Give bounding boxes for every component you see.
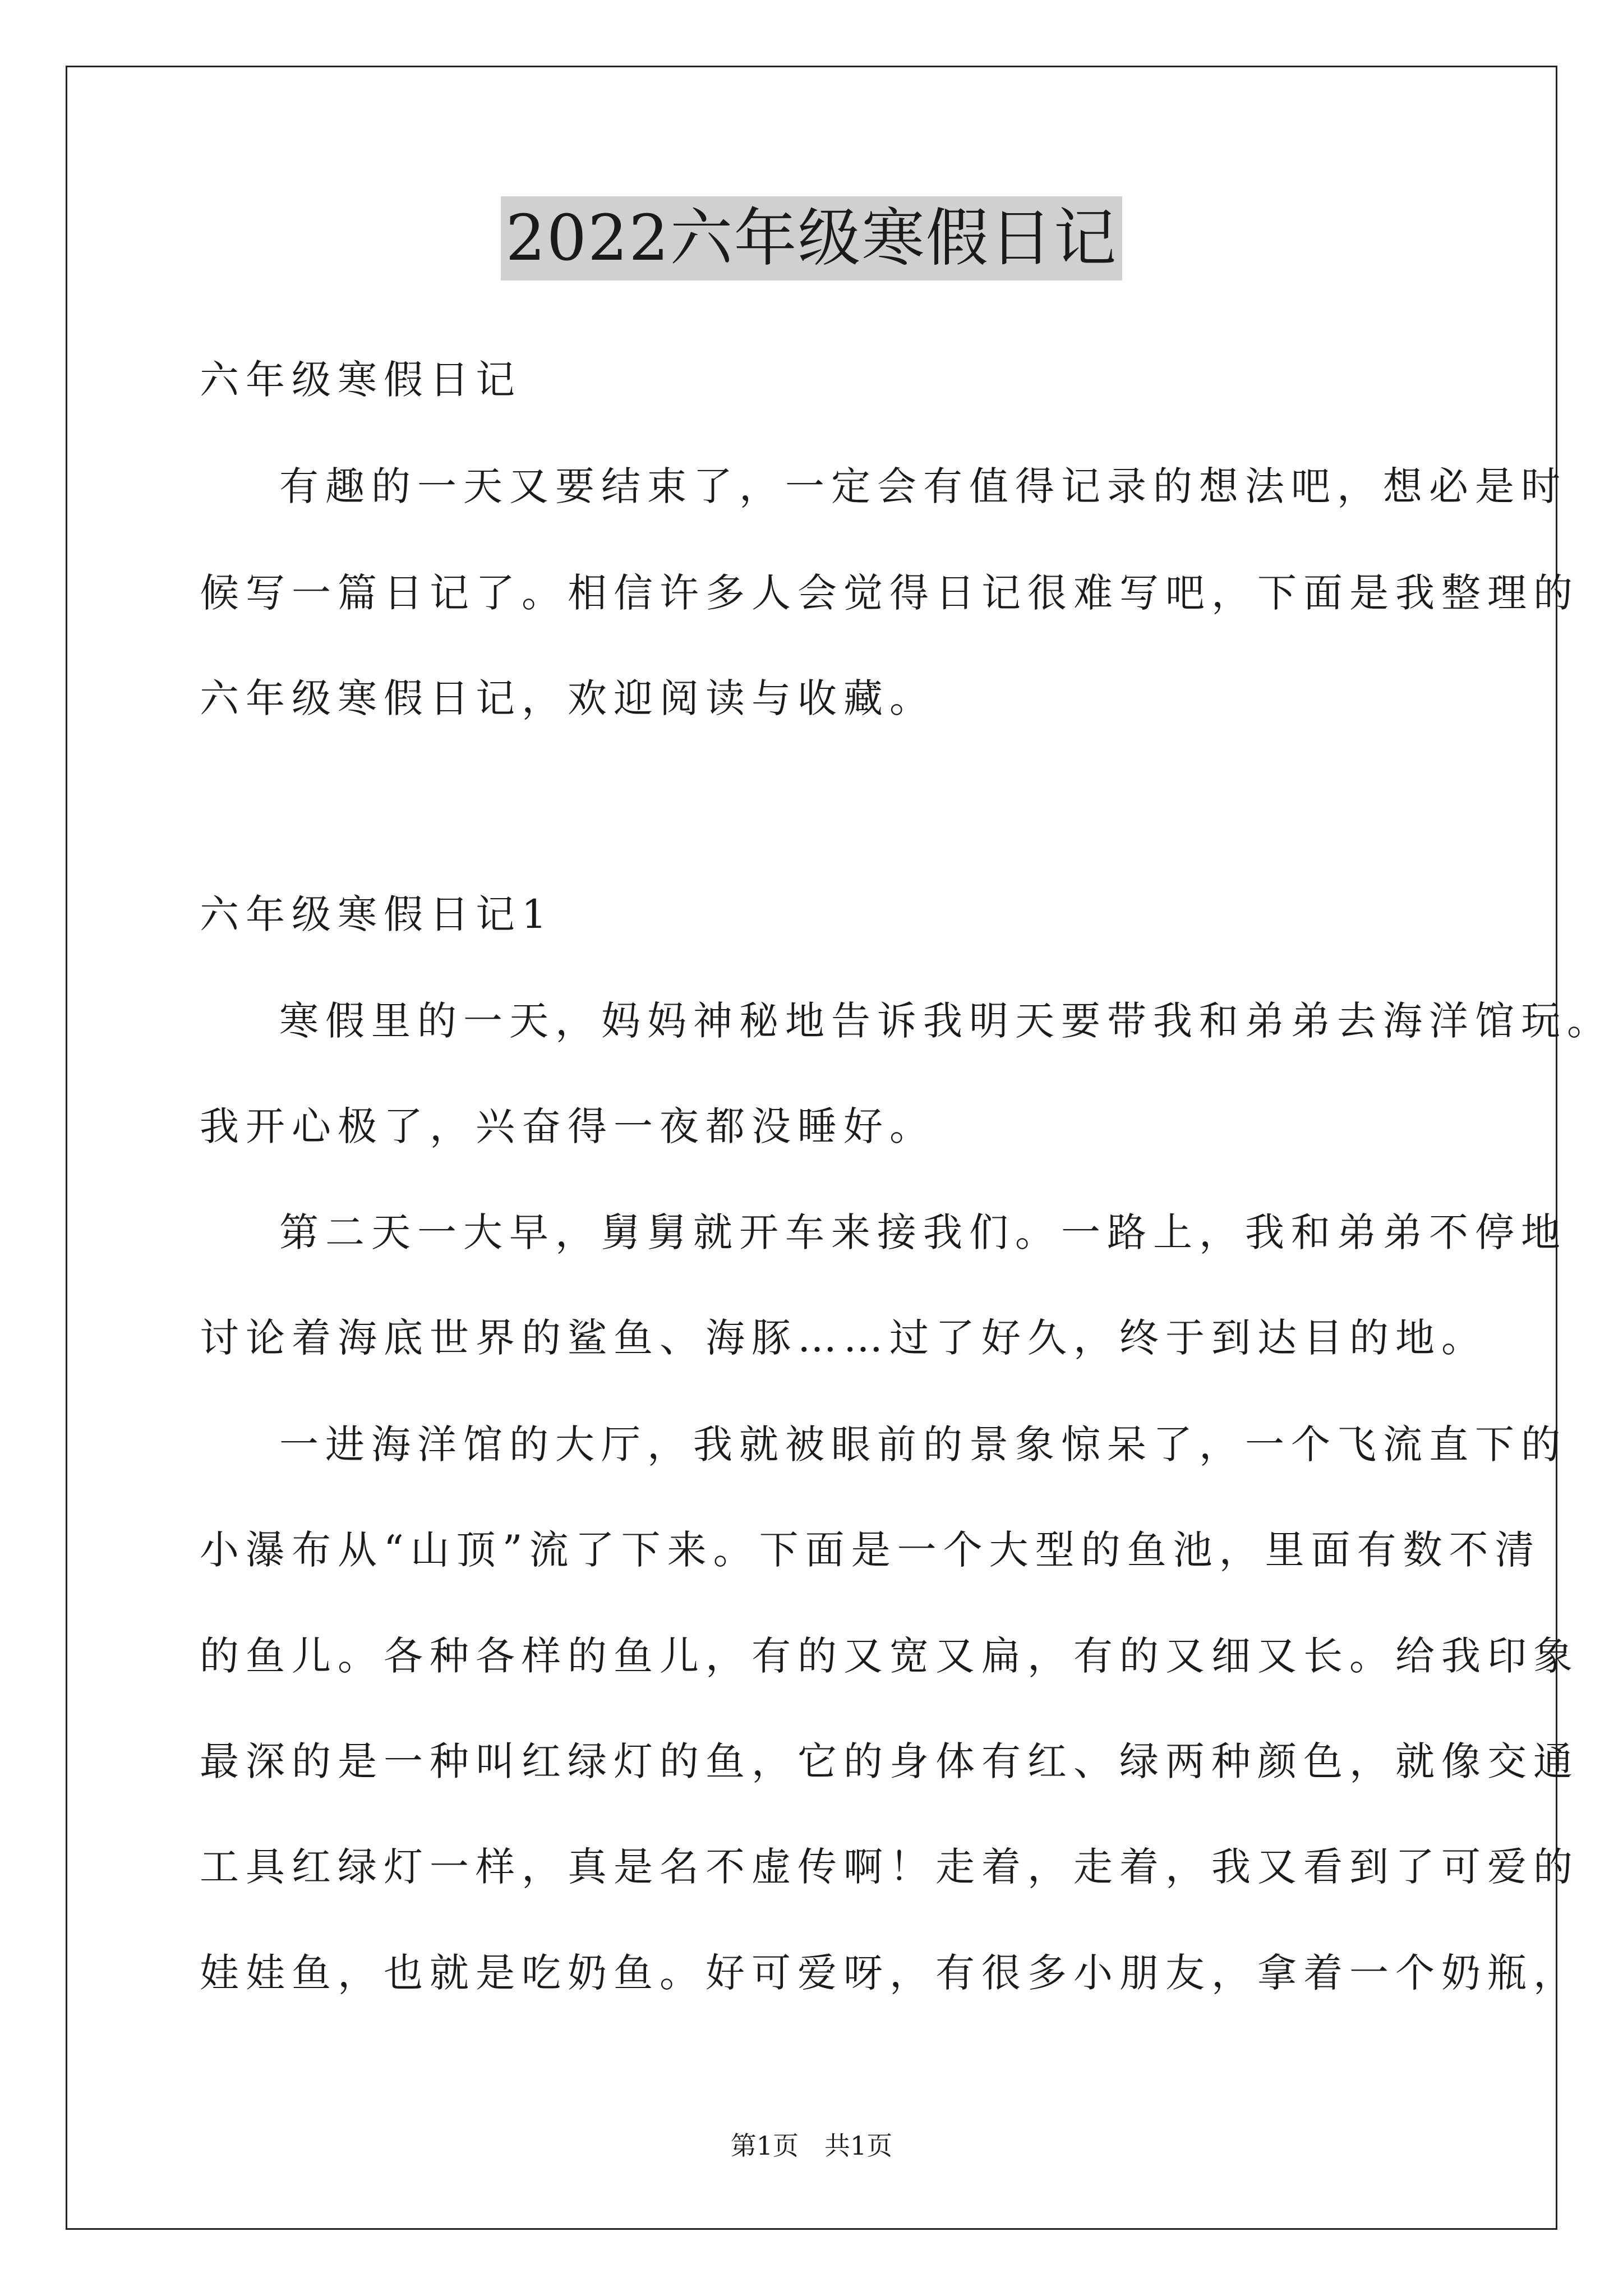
paragraph-3-line-1: 一进海洋馆的大厅，我就被眼前的景象惊呆了，一个飞流直下的 <box>279 1421 1567 1467</box>
title-container <box>0 196 1623 280</box>
paragraph-2-line-2: 讨论着海底世界的鲨鱼、海豚……过了好久，终于到达目的地。 <box>200 1315 1487 1361</box>
paragraph-3-line-6: 娃娃鱼，也就是吃奶鱼。好可爱呀，有很多小朋友，拿着一个奶瓶， <box>200 1950 1579 1996</box>
paragraph-2-line-1: 第二天一大早，舅舅就开车来接我们。一路上，我和弟弟不停地 <box>279 1209 1567 1255</box>
intro-line-2: 候写一篇日记了。相信许多人会觉得日记很难写吧，下面是我整理的 <box>200 570 1579 616</box>
paragraph-1-line-1: 寒假里的一天，妈妈神秘地告诉我明天要带我和弟弟去海洋馆玩。 <box>279 998 1613 1044</box>
document-title: 2022六年级寒假日记 <box>501 196 1122 280</box>
intro-line-1: 有趣的一天又要结束了，一定会有值得记录的想法吧，想必是时 <box>279 463 1567 509</box>
paragraph-3-line-4: 最深的是一种叫红绿灯的鱼，它的身体有红、绿两种颜色，就像交通 <box>200 1738 1579 1784</box>
paragraph-1-line-2: 我开心极了，兴奋得一夜都没睡好。 <box>200 1103 935 1149</box>
page-number-footer: 第1页 共1页 <box>730 2131 893 2161</box>
paragraph-3-line-5: 工具红绿灯一样，真是名不虚传啊！走着，走着，我又看到了可爱的 <box>200 1844 1579 1890</box>
intro-line-3: 六年级寒假日记，欢迎阅读与收藏。 <box>200 675 935 721</box>
section-title: 六年级寒假日记1 <box>200 891 554 937</box>
paragraph-3-line-2: 小瀑布从“山顶”流了下来。下面是一个大型的鱼池，里面有数不清 <box>200 1527 1541 1573</box>
paragraph-3-line-3: 的鱼儿。各种各样的鱼儿，有的又宽又扁，有的又细又长。给我印象 <box>200 1633 1579 1679</box>
subtitle: 六年级寒假日记 <box>200 357 522 403</box>
